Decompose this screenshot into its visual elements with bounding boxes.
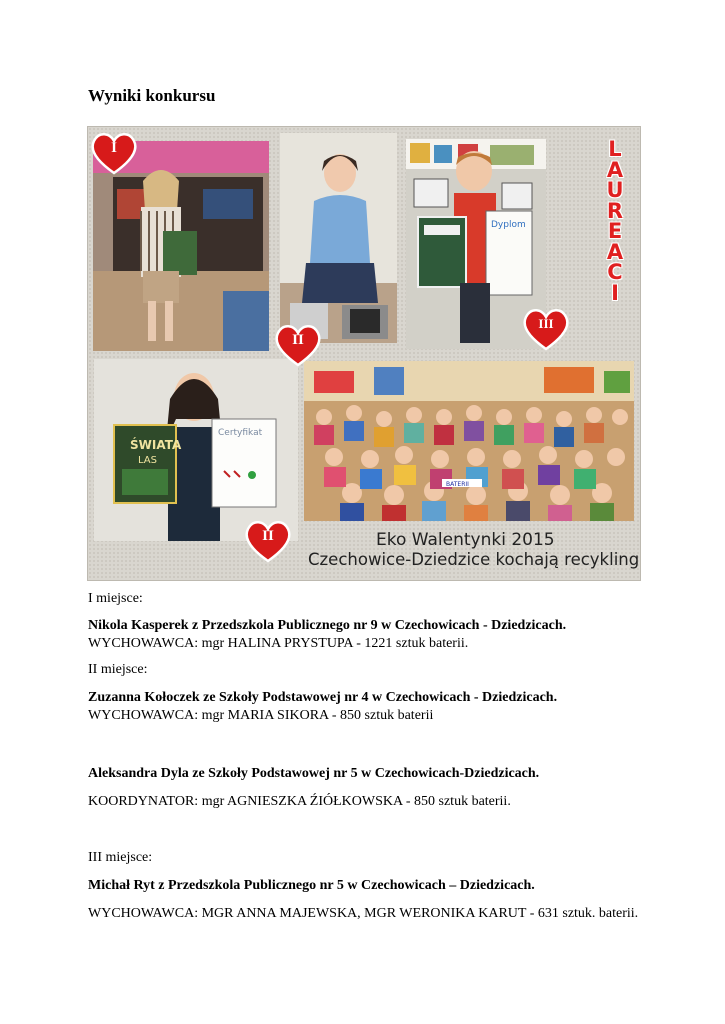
heart-label: I xyxy=(111,140,117,156)
collage-caption-title: Eko Walentynki 2015 xyxy=(376,530,555,550)
laureaci-letter: R xyxy=(606,198,624,223)
place2-detail: WYCHOWAWCA: mgr MARIA SIKORA - 850 sztuk baterii xyxy=(88,708,434,723)
photo-group-children xyxy=(304,361,634,521)
place3-detail: WYCHOWAWCA: MGR ANNA MAJEWSKA, MGR WERONIKA KARUT - 631 sztuk. baterii. xyxy=(88,906,639,921)
place2b-winner: Aleksandra Dyla ze Szkoły Podstawowej nr 5 w Czechowicach-Dziedzicach. xyxy=(88,766,540,781)
laureaci-letter: I xyxy=(611,280,619,305)
place1-detail: WYCHOWAWCA: mgr HALINA PRYSTUPA - 1221 sztuk baterii. xyxy=(88,636,469,651)
heart-label: II xyxy=(262,528,274,544)
laureaci-letter: U xyxy=(606,178,624,202)
banner-text: BATERII xyxy=(446,481,469,488)
place2b-detail: KOORDYNATOR: mgr AGNIESZKA ŹIÓŁKOWSKA - 850 sztuk baterii. xyxy=(88,794,511,809)
laureaci-letter: A xyxy=(606,239,624,264)
certificate-text: Certyfikat xyxy=(218,428,263,438)
collage-caption-subtitle: Czechowice-Dziedzice kochają recykling xyxy=(308,550,640,569)
laureaci-letter: A xyxy=(606,157,624,182)
place1-winner: Nikola Kasperek z Przedszkola Publicznego nr 9 w Czechowicach - Dziedzicach. xyxy=(88,618,567,633)
heart-first-place-badge xyxy=(90,131,138,175)
heart-second-place-badge-2 xyxy=(244,519,292,563)
laureates-collage xyxy=(87,126,641,581)
photo-second-place-zuzanna xyxy=(280,133,397,343)
laureaci-letter: E xyxy=(607,219,623,243)
heart-third-place-badge xyxy=(522,307,570,351)
photo-second-place-aleksandra xyxy=(94,359,298,541)
place2-label: II miejsce: xyxy=(88,662,148,677)
book-sub-text: LAS xyxy=(138,455,157,466)
book-title-text: ŚWIATA xyxy=(130,438,182,452)
page-title: Wyniki konkursu xyxy=(88,86,216,105)
laureaci-letter: L xyxy=(608,137,622,161)
place2-winner: Zuzanna Kołoczek ze Szkoły Podstawowej nr 4 w Czechowicach - Dziedzicach. xyxy=(88,690,558,705)
place3-label: III miejsce: xyxy=(88,850,153,865)
laureaci-letter: C xyxy=(607,260,623,284)
place3-winner: Michał Ryt z Przedszkola Publicznego nr 5 w Czechowicach – Dziedzicach. xyxy=(88,878,535,893)
heart-label: II xyxy=(292,332,304,348)
place1-label: I miejsce: xyxy=(88,591,143,606)
heart-second-place-badge xyxy=(274,323,322,367)
laureaci-vertical-heading xyxy=(600,139,630,303)
diploma-text: Dyplom xyxy=(491,220,526,230)
heart-label: III xyxy=(538,316,554,331)
